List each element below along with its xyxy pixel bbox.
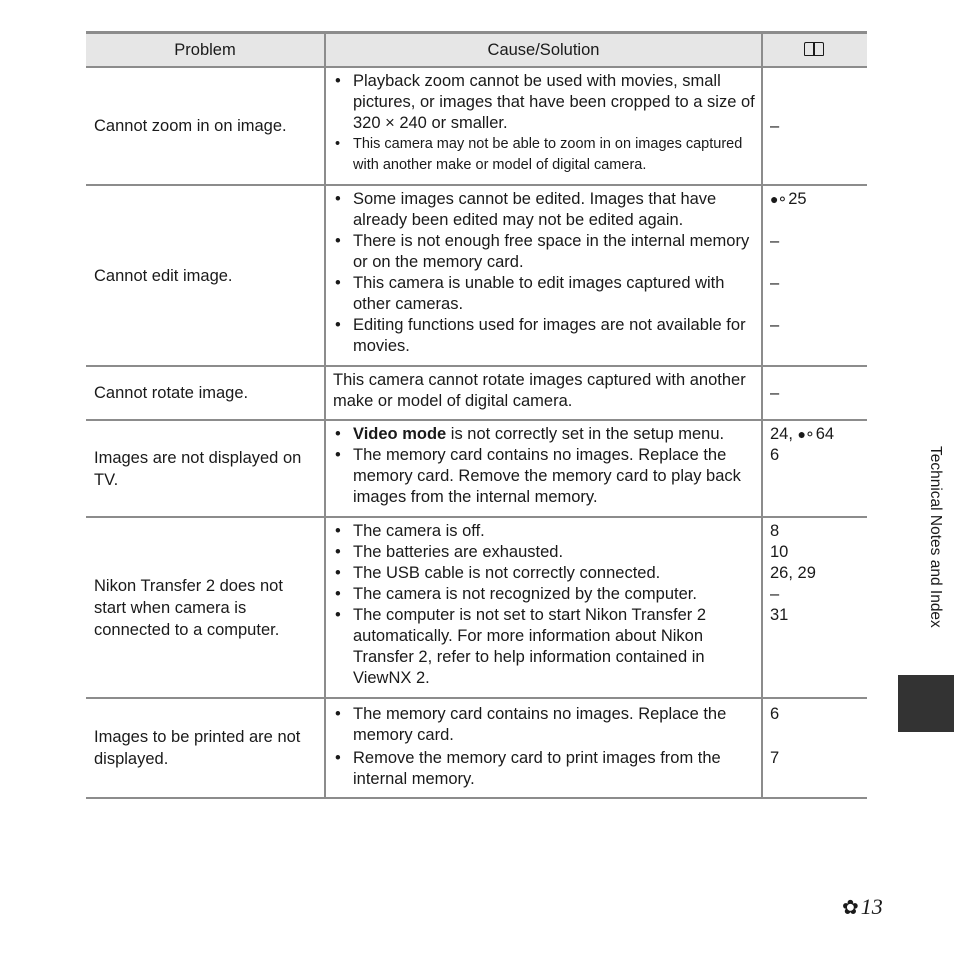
setting-name: Video mode — [353, 425, 447, 443]
problem-cell: Cannot edit image. — [86, 186, 326, 365]
reference-value: 7 — [770, 749, 780, 767]
list-item: • Remove the memory card to print images from the internal memory. — [333, 748, 755, 790]
reference-value: – — [770, 116, 780, 135]
header-problem: Problem — [86, 34, 326, 66]
table-header-row — [86, 34, 867, 66]
reference-cell — [763, 186, 867, 365]
list-item: • The memory card contains no images. Replace the memory card. Remove the memory card to play back images from the internal memory. — [333, 445, 755, 508]
cause-cell — [326, 68, 763, 184]
header-reference — [763, 34, 867, 66]
reference-value: 6 — [770, 446, 780, 464]
cause-cell — [326, 421, 763, 516]
problem-cell: Images to be printed are not displayed. — [86, 699, 326, 797]
cause-cell — [326, 699, 763, 797]
problem-cell: Images are not displayed on TV. — [86, 421, 326, 516]
reference-value: – — [770, 383, 780, 402]
list-item: • The USB cable is not correctly connected. — [333, 563, 755, 584]
reference-value: ●⚬ 25 — [770, 190, 807, 208]
reference-value: 10 — [770, 543, 789, 561]
table-row — [86, 365, 867, 419]
table-row — [86, 66, 867, 184]
reference-value: 24, ●⚬ 64 — [770, 425, 835, 443]
section-tab — [898, 675, 954, 732]
header-cause-solution: Cause/Solution — [326, 34, 763, 66]
reference-cell — [763, 421, 867, 516]
table-row — [86, 697, 867, 797]
reference-cell — [763, 518, 867, 697]
reference-section-icon: ●⚬ — [797, 426, 814, 442]
reference-value: – — [770, 316, 780, 334]
tools-icon: ✿ — [842, 897, 859, 919]
list-item: • The camera is off. — [333, 521, 755, 542]
list-item: • The camera is not recognized by the computer. — [333, 584, 755, 605]
section-label: Technical Notes and Index — [927, 446, 944, 628]
list-item: • The memory card contains no images. Replace the memory card. — [333, 704, 755, 746]
reference-cell — [763, 699, 867, 797]
cause-cell — [326, 186, 763, 365]
problem-cell: Cannot zoom in on image. — [86, 68, 326, 184]
list-item: • This camera is unable to edit images captured with other cameras. — [333, 273, 755, 315]
reference-section-icon: ●⚬ — [770, 191, 787, 207]
reference-value: – — [770, 274, 780, 292]
cause-cell: This camera cannot rotate images captured with another make or model of digital camera. — [326, 367, 763, 419]
list-item: • This camera may not be able to zoom in on images captured with another make or model of digital camera. — [333, 134, 755, 176]
table-row — [86, 516, 867, 697]
table-row — [86, 184, 867, 365]
list-item: • Video mode is not correctly set in the setup menu. — [333, 424, 755, 445]
reference-value: 31 — [770, 606, 789, 624]
book-icon — [803, 42, 827, 58]
reference-value: 8 — [770, 522, 780, 540]
reference-value: – — [770, 585, 780, 603]
list-item: • Playback zoom cannot be used with movies, small pictures, or images that have been cropped to a size of 320 × 240 or smaller. — [333, 71, 755, 134]
reference-cell — [763, 68, 867, 184]
reference-value: 26, 29 — [770, 564, 816, 582]
reference-value: – — [770, 232, 780, 250]
list-item: • Some images cannot be edited. Images that have already been edited may not be edited again. — [333, 189, 755, 231]
list-item: • There is not enough free space in the internal memory or on the memory card. — [333, 231, 755, 273]
troubleshooting-table — [86, 31, 867, 799]
problem-cell: Cannot rotate image. — [86, 367, 326, 419]
list-item: • Editing functions used for images are not available for movies. — [333, 315, 755, 357]
table-row — [86, 419, 867, 516]
reference-cell — [763, 367, 867, 419]
cause-cell — [326, 518, 763, 697]
list-item: • The batteries are exhausted. — [333, 542, 755, 563]
reference-value: 6 — [770, 705, 780, 723]
page-number: ✿13 — [842, 894, 883, 919]
list-item: • The computer is not set to start Nikon Transfer 2 automatically. For more information about Nikon Transfer 2, refer to help information contained in ViewNX 2. — [333, 605, 755, 689]
problem-cell: Nikon Transfer 2 does not start when camera is connected to a computer. — [86, 518, 326, 697]
